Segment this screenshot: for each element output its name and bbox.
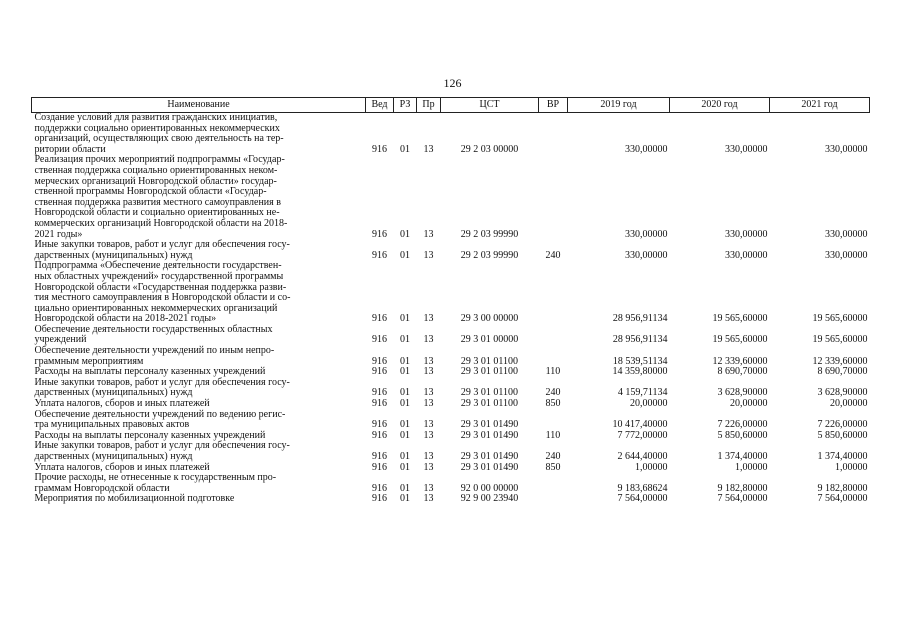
cell-name-line: ственная поддержка социально ориентированных неком- [34,164,278,176]
cell-vr [539,494,568,505]
cell-name-line: Обеспечение деятельности учреждений по иным непро- [34,345,275,357]
cell-name-line: Новгородской области «Государственная поддержка разви- [34,281,287,293]
cell-vr: 850 [545,398,561,410]
cell-2020: 1,00000 [735,461,768,473]
cell-name-line: Расходы на выплаты персоналу казенных учреждений [34,366,266,378]
cell-name-line: граммным мероприятиям [34,355,144,367]
cell-2019: 330,00000 [625,249,668,261]
cell-2019: 10 417,40000 [612,419,668,431]
cell-cst: 29 3 01 01490 [460,451,519,462]
cell-name-line: тра муниципальных правовых актов [34,419,190,431]
cell-vr [539,325,568,346]
cell-name-line: 2021 годы» [34,228,83,240]
table-row [32,155,870,240]
cell-rz: 01 [400,451,410,462]
col-header-pr: Пр [417,98,441,113]
cell-pr: 13 [423,461,434,473]
cell-cst: 29 2 03 00000 [460,143,519,155]
cell-vr: 110 [545,429,561,441]
cell-ved: 916 [372,228,387,240]
cell-rz: 01 [400,143,410,155]
cell-name [32,378,366,399]
cell-ved: 916 [372,355,387,367]
cell-name-line: организаций, осуществляющих свою деятельность на тер- [34,133,284,145]
cell-cst: 29 2 03 99990 [460,249,519,261]
table-header [32,98,870,113]
cell-name [32,261,366,325]
cell-2021: 330,00000 [825,228,868,240]
cell-pr: 13 [423,482,434,494]
cell-rz: 01 [400,429,410,441]
cell-cst: 29 3 01 01100 [460,355,519,367]
col-header-cst: ЦСТ [441,98,539,113]
cell-2019: 28 956,91134 [612,334,668,346]
cell-name-line: Уплата налогов, сборов и иных платежей [34,398,210,410]
table-row [32,473,870,494]
col-header-name: Наименование [32,98,366,113]
col-header-2021: 2021 год [770,98,870,113]
cell-rz: 01 [400,419,410,431]
cell-pr: 13 [423,355,434,367]
cell-rz: 01 [400,355,410,367]
cell-vr [539,155,568,240]
cell-name-line: Обеспечение деятельности государственных областных [34,323,273,335]
cell-rz: 01 [400,482,410,494]
cell-ved: 916 [372,482,387,494]
cell-name-line: Реализация прочих мероприятий подпрограммы «Государ- [34,154,285,166]
cell-pr: 13 [423,334,434,346]
cell-name-line: Подпрограмма «Обеспечение деятельности государствен- [34,260,282,272]
cell-vr: 850 [545,461,561,473]
cell-name-line: поддержки социально ориентированных некоммерческих [34,122,280,134]
cell-pr: 13 [423,143,434,155]
cell-2021: 20,00000 [830,398,868,410]
col-header-rz: РЗ [394,98,417,113]
cell-2019: 330,00000 [625,228,668,240]
cell-2021: 3 628,90000 [817,387,868,399]
cell-name-line: мерческих организаций Новгородской области» государ- [34,175,277,187]
cell-cst: 29 3 01 01490 [460,429,519,441]
cell-name-line: циально ориентированных некоммерческих организаций [34,302,278,314]
cell-name-line: ных областных учреждений» государственной программы [34,270,284,282]
cell-2020: 3 628,90000 [717,387,768,399]
cell-vr: 240 [545,451,561,462]
cell-2019: 330,00000 [625,143,668,155]
cell-pr: 13 [423,429,434,441]
cell-cst: 29 3 00 00000 [460,313,519,325]
cell-name-line: учреждений [34,334,87,346]
cell-name [32,473,366,494]
cell-name-line: Уплата налогов, сборов и иных платежей [34,461,210,473]
cell-ved: 916 [372,429,387,441]
cell-name [32,325,366,346]
cell-rz: 01 [400,398,410,410]
cell-2021: 8 690,70000 [817,366,868,378]
cell-2021: 19 565,60000 [812,313,868,325]
cell-ved: 916 [372,493,387,505]
cell-2020: 7 226,00000 [717,419,768,431]
cell-2021: 19 565,60000 [812,334,868,346]
cell-pr: 13 [423,398,434,410]
cell-vr: 110 [545,366,561,378]
cell-2021: 1,00000 [835,461,868,473]
cell-2021: 7 226,00000 [817,419,868,431]
cell-2020: 1 374,40000 [717,451,768,462]
cell-vr: 240 [545,249,561,261]
table-row [32,441,870,462]
table-body [32,113,870,505]
cell-ved: 916 [372,313,387,325]
table-row [32,494,870,505]
table-row [32,346,870,367]
cell-ved: 916 [372,249,387,261]
cell-vr [539,261,568,325]
cell-2020: 330,00000 [725,143,768,155]
table-row [32,113,870,156]
cell-ved: 916 [372,451,387,462]
cell-2019: 28 956,91134 [612,313,668,325]
cell-name-line: Прочие расходы, не отнесенные к государственным про- [34,472,277,484]
cell-name-line: Новгородской области на 2018-2021 годы» [34,313,217,325]
cell-cst: 92 0 00 00000 [460,482,519,494]
cell-2021: 12 339,60000 [812,355,868,367]
cell-pr: 13 [423,366,434,378]
cell-cst: 92 9 00 23940 [460,493,519,505]
cell-vr: 240 [545,387,561,399]
cell-name-line: дарственных (муниципальных) нужд [34,387,193,399]
cell-2020: 19 565,60000 [712,334,768,346]
table-row [32,261,870,325]
table-row [32,240,870,261]
cell-2021: 5 850,60000 [817,429,868,441]
budget-table [31,97,870,505]
cell-2019: 1,00000 [635,461,668,473]
cell-pr: 13 [423,493,434,505]
cell-2019: 18 539,51134 [612,355,668,367]
cell-cst: 29 3 01 00000 [460,334,519,346]
cell-rz: 01 [400,228,410,240]
table-row [32,378,870,399]
cell-2021: 7 564,00000 [817,493,868,505]
cell-2020: 9 182,80000 [717,482,768,494]
cell-name [32,155,366,240]
cell-name-line: ственная поддержка развития местного самоуправления в [34,196,281,208]
cell-name [32,346,366,367]
cell-ved: 916 [372,398,387,410]
cell-ved: 916 [372,143,387,155]
col-header-2020: 2020 год [670,98,770,113]
cell-name-line: Иные закупки товаров, работ и услуг для обеспечения госу- [34,239,290,251]
cell-rz: 01 [400,366,410,378]
cell-pr: 13 [423,249,434,261]
cell-pr: 13 [423,313,434,325]
cell-cst: 29 3 01 01490 [460,461,519,473]
cell-vr [539,346,568,367]
cell-2021: 1 374,40000 [817,451,868,462]
cell-rz: 01 [400,313,410,325]
cell-cst: 29 3 01 01100 [460,366,519,378]
table-row [32,325,870,346]
cell-name-line: дарственных (муниципальных) нужд [34,249,193,261]
cell-name-line: дарственных (муниципальных) нужд [34,451,193,462]
cell-name [32,441,366,462]
cell-pr: 13 [423,228,434,240]
cell-name-line: Мероприятия по мобилизационной подготовке [34,493,235,505]
cell-name-line: граммам Новгородской области [34,482,170,494]
cell-name [32,240,366,261]
col-header-ved: Вед [366,98,394,113]
cell-2021: 330,00000 [825,249,868,261]
cell-rz: 01 [400,334,410,346]
cell-name [32,410,366,431]
cell-2019: 7 772,00000 [617,429,668,441]
cell-name-line: тия местного самоуправления в Новгородской области и со- [34,292,291,304]
cell-name-line: Иные закупки товаров, работ и услуг для обеспечения госу- [34,376,290,388]
cell-name-line: ственной программы Новгородской области «Государ- [34,186,267,198]
cell-rz: 01 [400,493,410,505]
cell-rz: 01 [400,249,410,261]
cell-ved: 916 [372,419,387,431]
cell-name-line: Обеспечение деятельности учреждений по ведению регис- [34,408,286,420]
cell-2019: 14 359,80000 [612,366,668,378]
cell-2020: 8 690,70000 [717,366,768,378]
cell-2021: 9 182,80000 [817,482,868,494]
cell-pr: 13 [423,451,434,462]
cell-2020: 12 339,60000 [712,355,768,367]
col-header-2019: 2019 год [568,98,670,113]
cell-2019: 4 159,71134 [617,387,668,399]
cell-name-line: Новгородской области и социально ориентированных не- [34,207,280,219]
cell-vr [539,473,568,494]
cell-name [32,113,366,156]
cell-pr: 13 [423,419,434,431]
cell-2020: 330,00000 [725,228,768,240]
cell-name-line: Расходы на выплаты персоналу казенных учреждений [34,429,266,441]
cell-vr [539,410,568,431]
cell-2019: 9 183,68624 [617,482,668,494]
cell-2020: 330,00000 [725,249,768,261]
cell-2020: 20,00000 [730,398,768,410]
cell-2021: 330,00000 [825,143,868,155]
cell-ved: 916 [372,461,387,473]
cell-vr [539,113,568,156]
page-number: 126 [443,76,462,90]
table-row [32,410,870,431]
cell-ved: 916 [372,334,387,346]
cell-rz: 01 [400,387,410,399]
cell-name-line: Иные закупки товаров, работ и услуг для обеспечения госу- [34,440,290,452]
cell-name-line: Создание условий для развития гражданских инициатив, [34,112,278,123]
cell-2020: 19 565,60000 [712,313,768,325]
cell-name-line: коммерческих организаций Новгородской области на 2018- [34,217,288,229]
cell-ved: 916 [372,387,387,399]
cell-pr: 13 [423,387,434,399]
cell-2020: 7 564,00000 [717,493,768,505]
cell-name [32,494,366,505]
cell-ved: 916 [372,366,387,378]
cell-cst: 29 2 03 99990 [460,228,519,240]
cell-cst: 29 3 01 01100 [460,398,519,410]
cell-2019: 7 564,00000 [617,493,668,505]
cell-2020: 5 850,60000 [717,429,768,441]
col-header-vr: ВР [539,98,568,113]
cell-rz: 01 [400,461,410,473]
cell-cst: 29 3 01 01100 [460,387,519,399]
cell-name-line: ритории области [34,143,106,155]
cell-cst: 29 3 01 01490 [460,419,519,431]
cell-2019: 2 644,40000 [617,451,668,462]
cell-2019: 20,00000 [630,398,668,410]
